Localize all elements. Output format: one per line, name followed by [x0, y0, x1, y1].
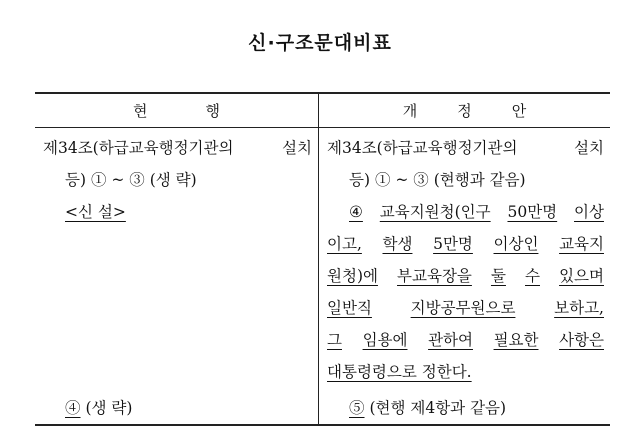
- word: 교육지: [559, 235, 604, 253]
- current-article-items-1-3: 등) ① ~ ③ (생 략): [65, 171, 197, 189]
- revision-new-item-4-line-4: [327, 292, 604, 324]
- current-article-heading-part-2: 설치: [282, 139, 312, 157]
- revision-article-heading-part-1: 제34조(하급교육행정기관의: [327, 139, 518, 157]
- word: 5만명: [433, 235, 473, 253]
- revision-new-item-4-line-3: [327, 260, 604, 292]
- word: 수: [525, 267, 540, 285]
- word: 이고,: [327, 235, 362, 253]
- revision-article-heading-part-2: 설치: [574, 139, 604, 157]
- word: 임용에: [362, 331, 408, 349]
- word: 부교육장을: [397, 267, 472, 285]
- revision-article-heading: [327, 132, 604, 164]
- revision-new-item-4-line-1: [327, 196, 604, 228]
- word: 관하여: [428, 331, 473, 349]
- word: 이상: [574, 203, 604, 221]
- current-item-4-number: ④: [65, 399, 81, 417]
- revision-new-item-4-line-2: [327, 228, 604, 260]
- word: 보하고,: [554, 299, 604, 317]
- header-revision: [319, 93, 611, 128]
- current-text-cell: [35, 128, 319, 426]
- document-title: 신·구조문대비표: [248, 32, 392, 54]
- revision-article-items-1-3: 등) ① ~ ③ (현행과 같음): [349, 171, 526, 189]
- current-item-4: [43, 392, 312, 424]
- word: 있으며: [559, 267, 604, 285]
- header-current-char-1: 현: [133, 102, 148, 120]
- revision-item-5-number: ⑤: [349, 399, 365, 417]
- current-article-heading: [43, 132, 312, 164]
- word: 원청)에: [327, 267, 378, 285]
- word: 대통령령으로 정한다.: [327, 363, 472, 381]
- revision-item-5: [327, 392, 604, 424]
- current-new-marker-line: [43, 196, 312, 228]
- revision-new-item-4-line-5: [327, 324, 604, 356]
- word: 필요한: [493, 331, 539, 349]
- header-current: [35, 93, 319, 128]
- word: 사항은: [559, 331, 604, 349]
- word: 그: [327, 331, 342, 349]
- word: 교육지원청(인구: [379, 203, 491, 221]
- header-current-char-2: 행: [205, 102, 220, 120]
- revision-new-item-4-line-6: [327, 356, 604, 388]
- new-provision-marker: <신 설>: [65, 203, 126, 221]
- current-article-heading-part-1: 제34조(하급교육행정기관의: [43, 139, 234, 157]
- word: ④: [349, 203, 363, 221]
- header-revision-char-2: 정: [457, 102, 472, 120]
- revision-item-5-text: (현행 제4항과 같음): [364, 399, 507, 417]
- table-header-row: [35, 93, 610, 128]
- header-revision-char-3: 안: [511, 102, 527, 120]
- word: 이상인: [493, 235, 539, 253]
- word: 일반직: [327, 299, 372, 317]
- comparison-table: [35, 92, 610, 426]
- revision-text-cell: [319, 128, 611, 426]
- word: 학생: [382, 235, 413, 253]
- word: 둘: [490, 267, 506, 285]
- word: 지방공무원으로: [410, 299, 516, 317]
- word: 50만명: [507, 203, 558, 221]
- current-item-4-text: (생 략): [80, 399, 133, 417]
- table-body-row: [35, 128, 610, 426]
- header-revision-char-1: 개: [402, 102, 418, 120]
